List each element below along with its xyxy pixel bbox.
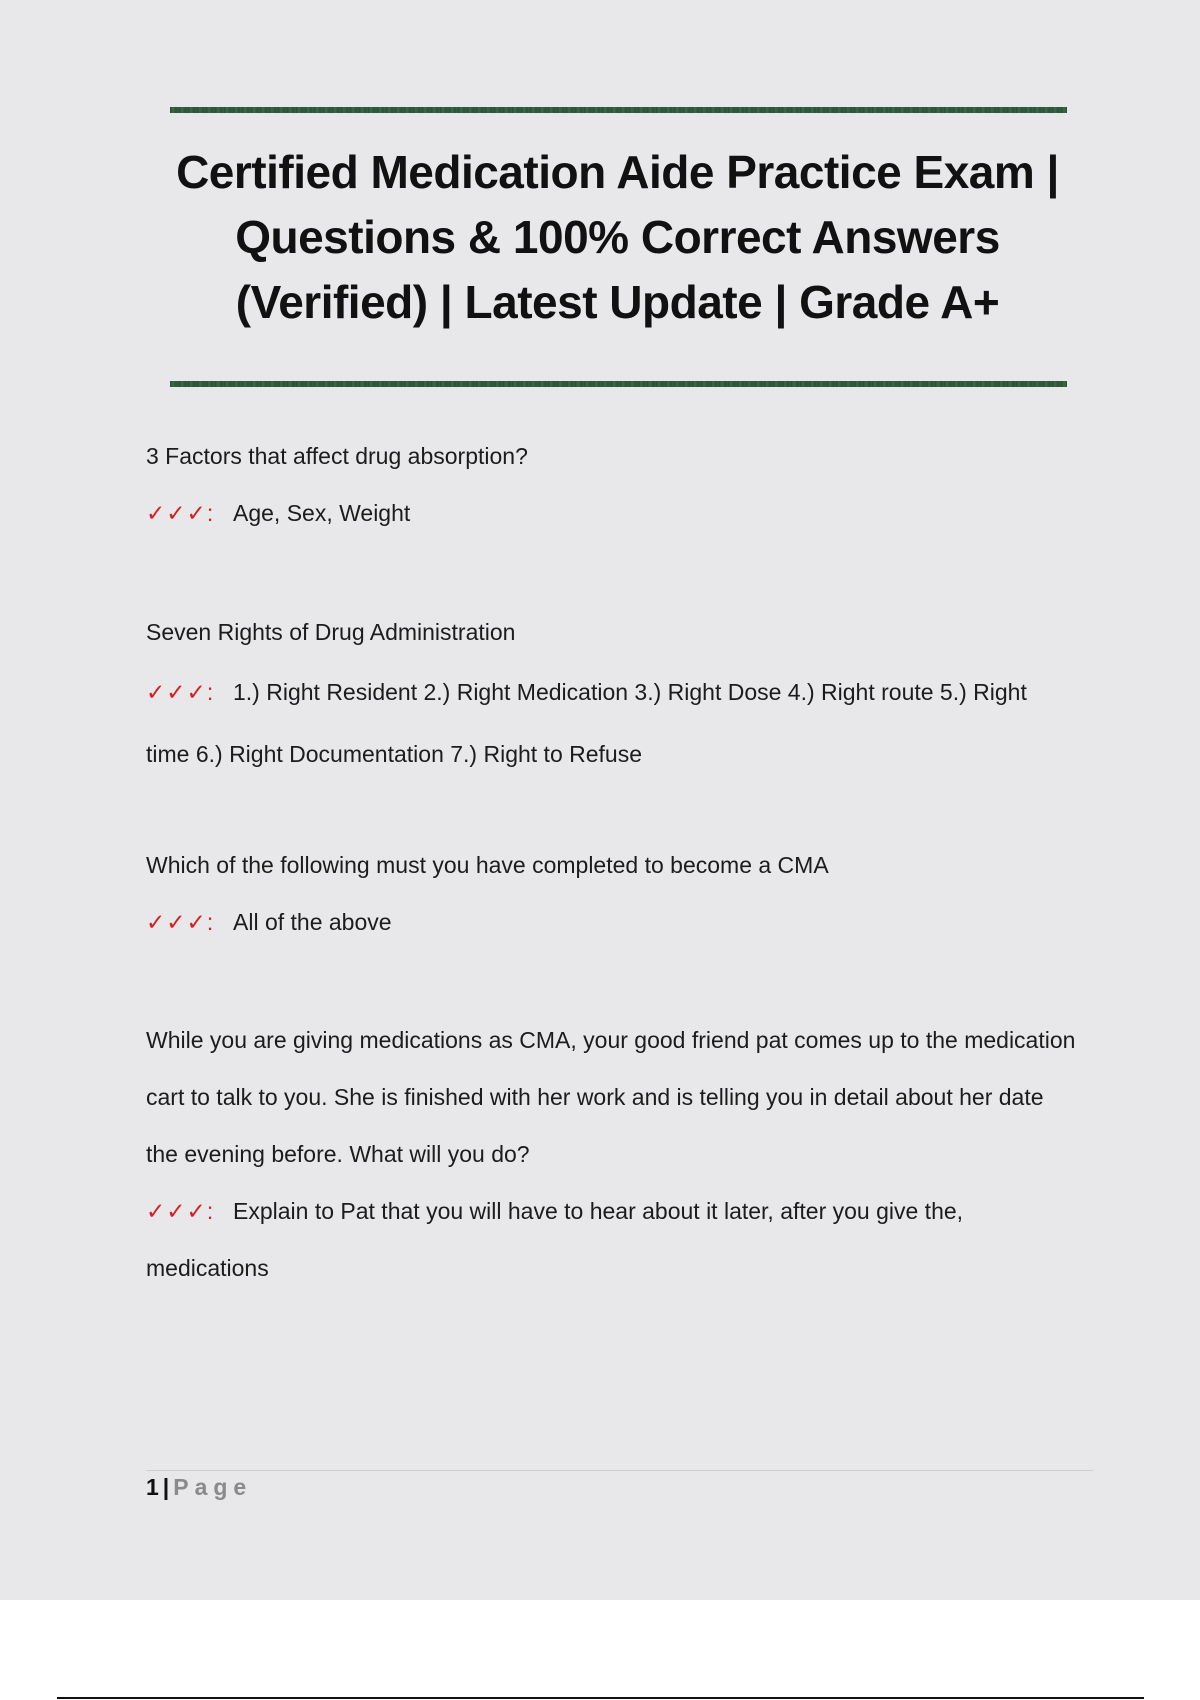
- answer-text: 1.) Right Resident 2.) Right Medication 3.) Right Dose 4.) Right route 5.) Right time 6.) Right Documentation 7.) Right to Refuse: [146, 679, 1027, 767]
- check-marks-icon: ✓✓✓:: [146, 679, 215, 705]
- answer-text: Age, Sex, Weight: [233, 500, 411, 526]
- question-text: Which of the following must you have completed to become a CMA: [146, 852, 829, 878]
- page-number: 1: [146, 1474, 159, 1500]
- answer-text: Explain to Pat that you will have to hear about it later, after you give the, medications: [146, 1198, 964, 1281]
- answer-row: [146, 894, 1076, 951]
- answer-row: [146, 1183, 1076, 1297]
- viewer-bottom-rule: [57, 1697, 1144, 1699]
- title-bottom-rule: [170, 381, 1067, 387]
- title-top-rule: [170, 107, 1067, 113]
- answer-row: [146, 485, 1076, 542]
- check-marks-icon: ✓✓✓:: [146, 1198, 215, 1224]
- answer-row: [146, 661, 1076, 785]
- document-title: [150, 140, 1085, 335]
- qa-item-4: [146, 1012, 1076, 1297]
- title-line-3: (Verified) | Latest Update | Grade A+: [235, 276, 1000, 328]
- page-label: Page: [173, 1474, 253, 1500]
- question-text: 3 Factors that affect drug absorption?: [146, 443, 528, 469]
- footer-separator: |: [162, 1474, 170, 1500]
- question-text: Seven Rights of Drug Administration: [146, 619, 516, 645]
- qa-item-2: [146, 604, 1076, 785]
- check-marks-icon: ✓✓✓:: [146, 909, 215, 935]
- title-line-2: Questions & 100% Correct Answers: [235, 211, 1000, 263]
- footer-rule: [146, 1470, 1093, 1471]
- qa-item-3: [146, 837, 1076, 951]
- question-text: While you are giving medications as CMA, your good friend pat comes up to the medication cart to talk to you. She is finished with her work and is telling you in detail about her date the evening before. What will you do?: [146, 1027, 1076, 1167]
- check-marks-icon: ✓✓✓:: [146, 500, 215, 526]
- page-footer: [146, 1474, 252, 1501]
- answer-text: All of the above: [233, 909, 392, 935]
- title-line-1: Certified Medication Aide Practice Exam |: [176, 146, 1059, 198]
- qa-item-1: [146, 428, 1076, 542]
